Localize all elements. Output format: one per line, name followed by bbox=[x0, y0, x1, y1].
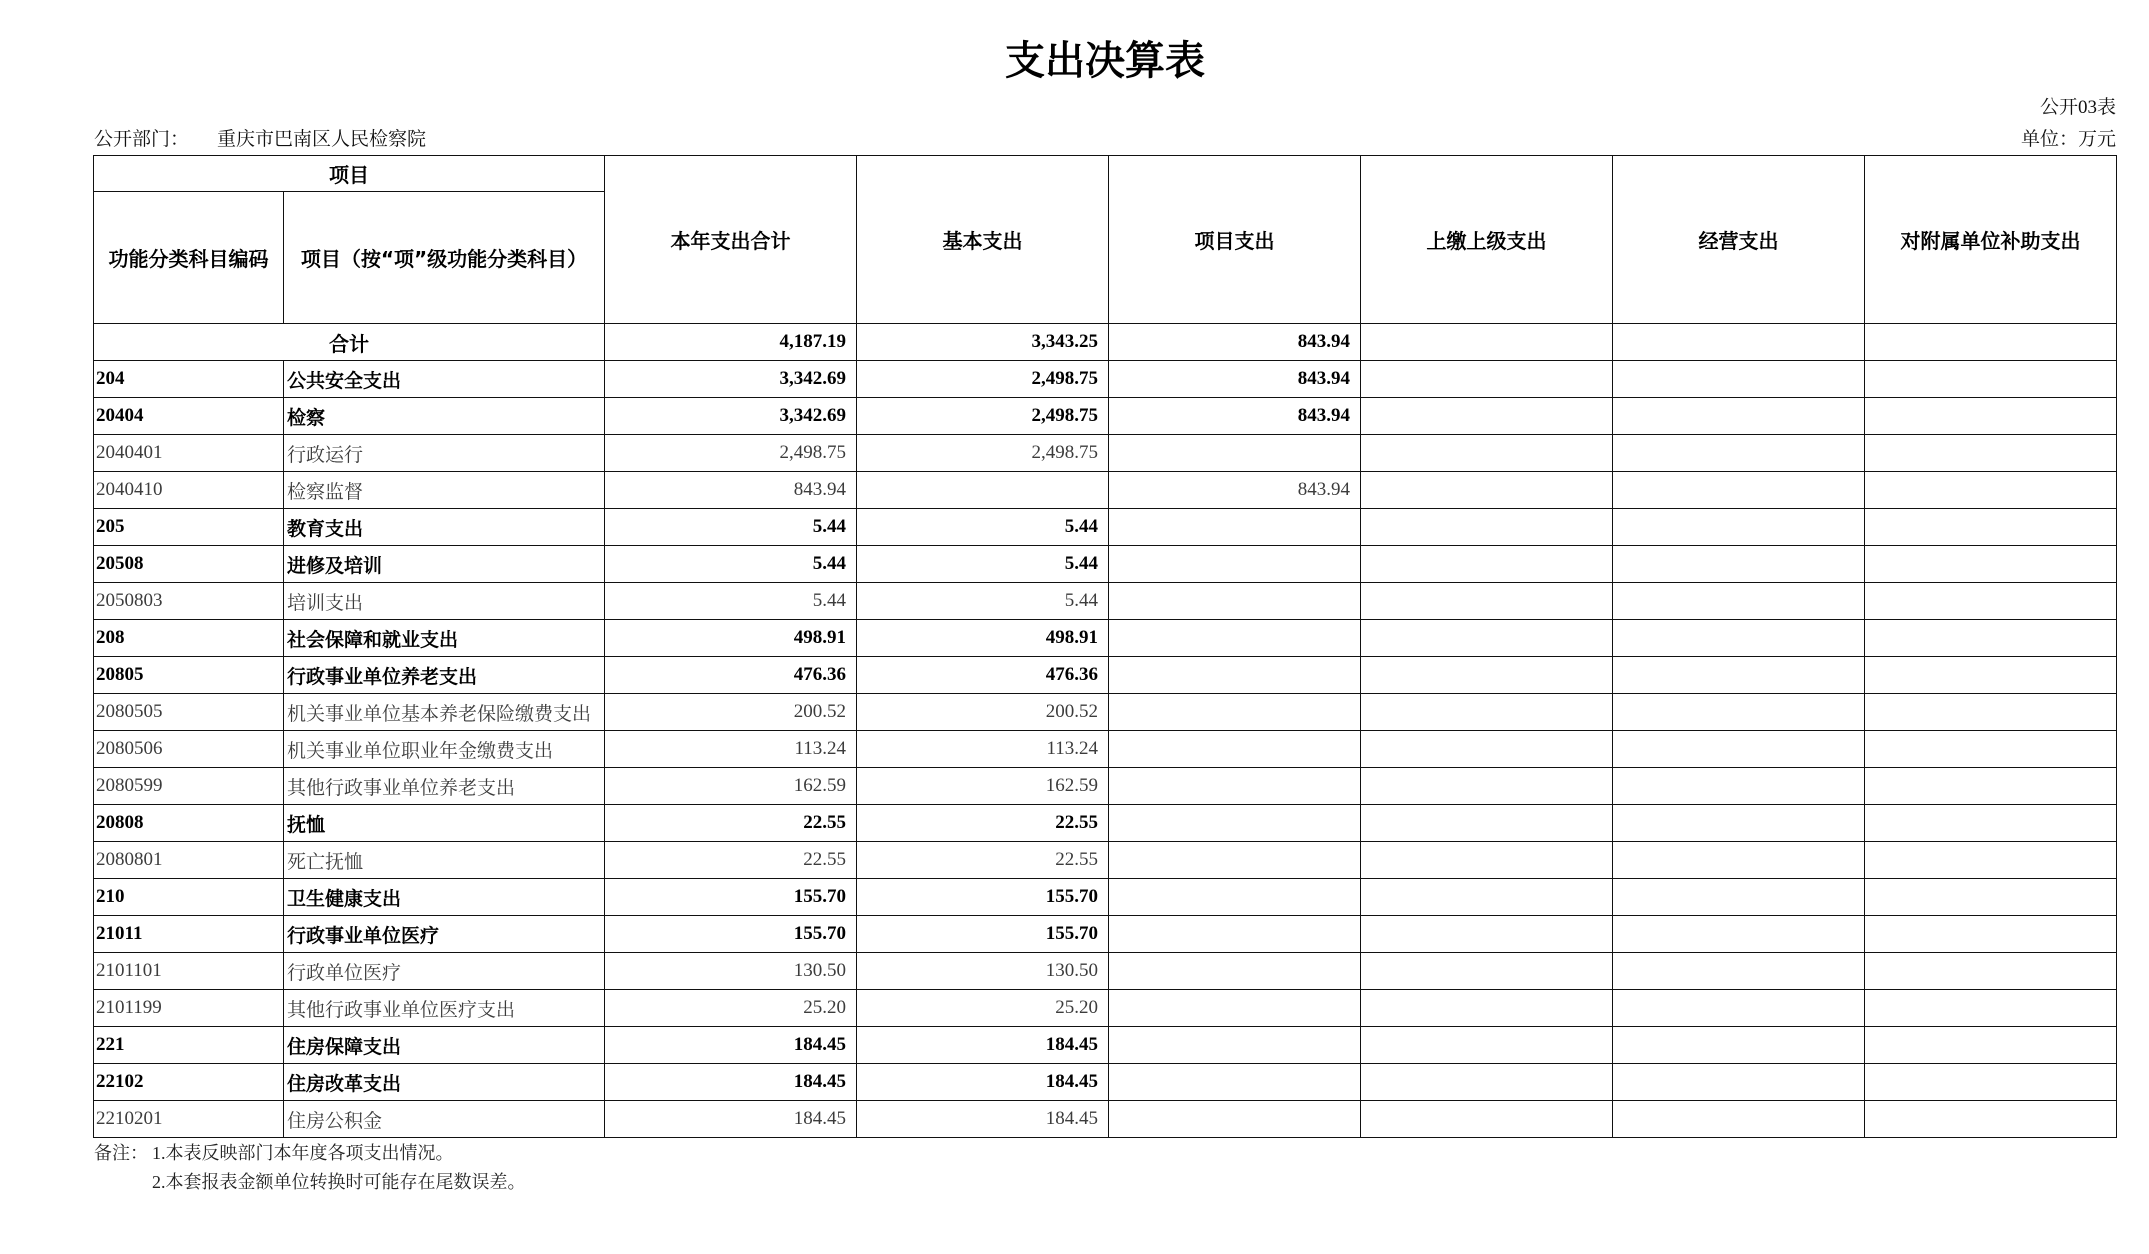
department-label: 公开部门： bbox=[94, 129, 190, 150]
project-expenditure-cell bbox=[1109, 546, 1361, 583]
operating-expenditure-cell bbox=[1613, 472, 1865, 509]
basic-expenditure-cell: 22.55 bbox=[857, 842, 1109, 879]
subsidiary-subsidy-cell bbox=[1865, 509, 2117, 546]
operating-expenditure-cell bbox=[1613, 694, 1865, 731]
operating-expenditure-cell bbox=[1613, 879, 1865, 916]
operating-expenditure-cell bbox=[1613, 324, 1865, 361]
remit-superior-cell bbox=[1361, 953, 1613, 990]
unit-label: 单位：万元 bbox=[2020, 129, 2116, 150]
basic-expenditure-cell: 2,498.75 bbox=[857, 398, 1109, 435]
code-cell: 205 bbox=[94, 509, 284, 546]
project-expenditure-cell bbox=[1109, 583, 1361, 620]
table-row bbox=[94, 990, 2117, 1027]
remit-superior-cell bbox=[1361, 583, 1613, 620]
remit-superior-cell bbox=[1361, 435, 1613, 472]
code-cell: 2080506 bbox=[94, 731, 284, 768]
remit-superior-cell bbox=[1361, 546, 1613, 583]
project-expenditure-cell: 843.94 bbox=[1109, 398, 1361, 435]
subsidiary-subsidy-cell bbox=[1865, 1064, 2117, 1101]
table-row bbox=[94, 916, 2117, 953]
subsidiary-subsidy-cell bbox=[1865, 1101, 2117, 1138]
operating-expenditure-cell bbox=[1613, 842, 1865, 879]
name-cell: 行政事业单位养老支出 bbox=[284, 657, 605, 694]
subsidiary-subsidy-cell bbox=[1865, 842, 2117, 879]
remit-superior-cell bbox=[1361, 472, 1613, 509]
basic-expenditure-cell: 184.45 bbox=[857, 1101, 1109, 1138]
basic-expenditure-cell: 498.91 bbox=[857, 620, 1109, 657]
total-expenditure-cell: 155.70 bbox=[605, 916, 857, 953]
code-cell: 2050803 bbox=[94, 583, 284, 620]
total-expenditure-cell: 843.94 bbox=[605, 472, 857, 509]
table-row bbox=[94, 953, 2117, 990]
note-item: 1.本表反映部门本年度各项支出情况。 bbox=[152, 1143, 454, 1163]
project-expenditure-cell bbox=[1109, 953, 1361, 990]
table-row bbox=[94, 435, 2117, 472]
total-expenditure-cell: 130.50 bbox=[605, 953, 857, 990]
operating-expenditure-cell bbox=[1613, 953, 1865, 990]
remit-superior-cell bbox=[1361, 1064, 1613, 1101]
code-cell: 2210201 bbox=[94, 1101, 284, 1138]
total-expenditure-cell: 5.44 bbox=[605, 509, 857, 546]
header-name: 项目（按“项”级功能分类科目） bbox=[284, 192, 605, 324]
remit-superior-cell bbox=[1361, 620, 1613, 657]
page-title: 支出决算表 bbox=[1005, 38, 1205, 84]
subsidiary-subsidy-cell bbox=[1865, 398, 2117, 435]
total-expenditure-cell: 476.36 bbox=[605, 657, 857, 694]
total-expenditure-cell: 155.70 bbox=[605, 879, 857, 916]
subsidiary-subsidy-cell bbox=[1865, 657, 2117, 694]
total-expenditure-cell: 5.44 bbox=[605, 583, 857, 620]
table-row bbox=[94, 1101, 2117, 1138]
code-cell: 20805 bbox=[94, 657, 284, 694]
name-cell: 公共安全支出 bbox=[284, 361, 605, 398]
basic-expenditure-cell: 155.70 bbox=[857, 916, 1109, 953]
operating-expenditure-cell bbox=[1613, 435, 1865, 472]
basic-expenditure-cell: 113.24 bbox=[857, 731, 1109, 768]
operating-expenditure-cell bbox=[1613, 805, 1865, 842]
operating-expenditure-cell bbox=[1613, 509, 1865, 546]
total-expenditure-cell: 22.55 bbox=[605, 842, 857, 879]
name-cell: 住房保障支出 bbox=[284, 1027, 605, 1064]
table-row bbox=[94, 1027, 2117, 1064]
form-code-label: 公开03表 bbox=[2039, 97, 2116, 118]
remit-superior-cell bbox=[1361, 842, 1613, 879]
operating-expenditure-cell bbox=[1613, 990, 1865, 1027]
basic-expenditure-cell: 130.50 bbox=[857, 953, 1109, 990]
remit-superior-cell bbox=[1361, 398, 1613, 435]
table-row bbox=[94, 546, 2117, 583]
name-cell: 其他行政事业单位医疗支出 bbox=[284, 990, 605, 1027]
operating-expenditure-cell bbox=[1613, 1027, 1865, 1064]
subsidiary-subsidy-cell bbox=[1865, 324, 2117, 361]
name-cell: 其他行政事业单位养老支出 bbox=[284, 768, 605, 805]
table-row bbox=[94, 583, 2117, 620]
remit-superior-cell bbox=[1361, 509, 1613, 546]
project-expenditure-cell bbox=[1109, 731, 1361, 768]
table-row bbox=[94, 805, 2117, 842]
operating-expenditure-cell bbox=[1613, 916, 1865, 953]
remit-superior-cell bbox=[1361, 694, 1613, 731]
remit-superior-cell bbox=[1361, 361, 1613, 398]
subsidiary-subsidy-cell bbox=[1865, 1027, 2117, 1064]
header-subsidiary-subsidy: 对附属单位补助支出 bbox=[1865, 156, 2117, 324]
table-row bbox=[94, 509, 2117, 546]
total-expenditure-cell: 3,342.69 bbox=[605, 398, 857, 435]
remit-superior-cell bbox=[1361, 990, 1613, 1027]
table-row bbox=[94, 1064, 2117, 1101]
header-operating-expenditure: 经营支出 bbox=[1613, 156, 1865, 324]
remit-superior-cell bbox=[1361, 1101, 1613, 1138]
code-cell: 221 bbox=[94, 1027, 284, 1064]
total-expenditure-cell: 2,498.75 bbox=[605, 435, 857, 472]
total-expenditure-cell: 113.24 bbox=[605, 731, 857, 768]
operating-expenditure-cell bbox=[1613, 657, 1865, 694]
name-cell: 机关事业单位职业年金缴费支出 bbox=[284, 731, 605, 768]
name-cell: 培训支出 bbox=[284, 583, 605, 620]
expenditure-table bbox=[93, 155, 2117, 1138]
code-cell: 20508 bbox=[94, 546, 284, 583]
total-expenditure-cell: 3,342.69 bbox=[605, 361, 857, 398]
table-row bbox=[94, 398, 2117, 435]
subsidiary-subsidy-cell bbox=[1865, 361, 2117, 398]
remit-superior-cell bbox=[1361, 731, 1613, 768]
remit-superior-cell bbox=[1361, 916, 1613, 953]
total-expenditure-cell: 162.59 bbox=[605, 768, 857, 805]
table-row bbox=[94, 694, 2117, 731]
name-cell: 死亡抚恤 bbox=[284, 842, 605, 879]
project-expenditure-cell bbox=[1109, 916, 1361, 953]
basic-expenditure-cell bbox=[857, 472, 1109, 509]
table-row bbox=[94, 768, 2117, 805]
subsidiary-subsidy-cell bbox=[1865, 472, 2117, 509]
name-cell: 社会保障和就业支出 bbox=[284, 620, 605, 657]
basic-expenditure-cell: 25.20 bbox=[857, 990, 1109, 1027]
project-expenditure-cell bbox=[1109, 1101, 1361, 1138]
operating-expenditure-cell bbox=[1613, 583, 1865, 620]
operating-expenditure-cell bbox=[1613, 546, 1865, 583]
basic-expenditure-cell: 476.36 bbox=[857, 657, 1109, 694]
project-expenditure-cell: 843.94 bbox=[1109, 472, 1361, 509]
operating-expenditure-cell bbox=[1613, 361, 1865, 398]
basic-expenditure-cell: 200.52 bbox=[857, 694, 1109, 731]
operating-expenditure-cell bbox=[1613, 620, 1865, 657]
total-expenditure-cell: 200.52 bbox=[605, 694, 857, 731]
header-row bbox=[94, 156, 2117, 192]
department-row bbox=[94, 127, 2116, 153]
name-cell: 卫生健康支出 bbox=[284, 879, 605, 916]
operating-expenditure-cell bbox=[1613, 1101, 1865, 1138]
project-expenditure-cell bbox=[1109, 435, 1361, 472]
project-expenditure-cell bbox=[1109, 768, 1361, 805]
header-project-expenditure: 项目支出 bbox=[1109, 156, 1361, 324]
department-name: 重庆市巴南区人民检察院 bbox=[217, 129, 427, 150]
code-cell: 2040401 bbox=[94, 435, 284, 472]
subsidiary-subsidy-cell bbox=[1865, 583, 2117, 620]
project-expenditure-cell bbox=[1109, 805, 1361, 842]
header-basic-expenditure: 基本支出 bbox=[857, 156, 1109, 324]
remit-superior-cell bbox=[1361, 879, 1613, 916]
remit-superior-cell bbox=[1361, 1027, 1613, 1064]
basic-expenditure-cell: 5.44 bbox=[857, 546, 1109, 583]
total-expenditure-cell: 25.20 bbox=[605, 990, 857, 1027]
subsidiary-subsidy-cell bbox=[1865, 879, 2117, 916]
project-expenditure-cell bbox=[1109, 694, 1361, 731]
total-expenditure-cell: 4,187.19 bbox=[605, 324, 857, 361]
basic-expenditure-cell: 5.44 bbox=[857, 583, 1109, 620]
basic-expenditure-cell: 155.70 bbox=[857, 879, 1109, 916]
header-remit-superior: 上缴上级支出 bbox=[1361, 156, 1613, 324]
subsidiary-subsidy-cell bbox=[1865, 990, 2117, 1027]
total-row bbox=[94, 324, 2117, 361]
basic-expenditure-cell: 22.55 bbox=[857, 805, 1109, 842]
project-expenditure-cell bbox=[1109, 1027, 1361, 1064]
subsidiary-subsidy-cell bbox=[1865, 731, 2117, 768]
table-row bbox=[94, 879, 2117, 916]
subsidiary-subsidy-cell bbox=[1865, 620, 2117, 657]
remit-superior-cell bbox=[1361, 805, 1613, 842]
project-expenditure-cell: 843.94 bbox=[1109, 361, 1361, 398]
remit-superior-cell bbox=[1361, 768, 1613, 805]
table-row bbox=[94, 842, 2117, 879]
remit-superior-cell bbox=[1361, 324, 1613, 361]
code-cell: 2080801 bbox=[94, 842, 284, 879]
name-cell: 行政单位医疗 bbox=[284, 953, 605, 990]
name-cell: 行政事业单位医疗 bbox=[284, 916, 605, 953]
table-row bbox=[94, 657, 2117, 694]
total-label-cell: 合计 bbox=[94, 324, 605, 361]
subsidiary-subsidy-cell bbox=[1865, 916, 2117, 953]
code-cell: 2101199 bbox=[94, 990, 284, 1027]
name-cell: 住房改革支出 bbox=[284, 1064, 605, 1101]
operating-expenditure-cell bbox=[1613, 398, 1865, 435]
name-cell: 住房公积金 bbox=[284, 1101, 605, 1138]
project-expenditure-cell bbox=[1109, 657, 1361, 694]
total-expenditure-cell: 184.45 bbox=[605, 1027, 857, 1064]
subsidiary-subsidy-cell bbox=[1865, 435, 2117, 472]
total-expenditure-cell: 498.91 bbox=[605, 620, 857, 657]
name-cell: 检察 bbox=[284, 398, 605, 435]
project-expenditure-cell bbox=[1109, 620, 1361, 657]
notes-list bbox=[152, 1139, 1294, 1197]
code-cell: 2040410 bbox=[94, 472, 284, 509]
project-expenditure-cell bbox=[1109, 879, 1361, 916]
project-expenditure-cell: 843.94 bbox=[1109, 324, 1361, 361]
code-cell: 2101101 bbox=[94, 953, 284, 990]
basic-expenditure-cell: 184.45 bbox=[857, 1027, 1109, 1064]
project-expenditure-cell bbox=[1109, 509, 1361, 546]
total-expenditure-cell: 184.45 bbox=[605, 1101, 857, 1138]
project-expenditure-cell bbox=[1109, 842, 1361, 879]
code-cell: 22102 bbox=[94, 1064, 284, 1101]
code-cell: 2080599 bbox=[94, 768, 284, 805]
table-row bbox=[94, 731, 2117, 768]
table-row bbox=[94, 361, 2117, 398]
header-total-expenditure: 本年支出合计 bbox=[605, 156, 857, 324]
table-row bbox=[94, 620, 2117, 657]
notes bbox=[94, 1139, 1294, 1197]
code-cell: 210 bbox=[94, 879, 284, 916]
header-group-project: 项目 bbox=[94, 156, 605, 192]
code-cell: 2080505 bbox=[94, 694, 284, 731]
project-expenditure-cell bbox=[1109, 990, 1361, 1027]
name-cell: 教育支出 bbox=[284, 509, 605, 546]
subsidiary-subsidy-cell bbox=[1865, 768, 2117, 805]
name-cell: 机关事业单位基本养老保险缴费支出 bbox=[284, 694, 605, 731]
basic-expenditure-cell: 184.45 bbox=[857, 1064, 1109, 1101]
basic-expenditure-cell: 2,498.75 bbox=[857, 435, 1109, 472]
total-expenditure-cell: 184.45 bbox=[605, 1064, 857, 1101]
basic-expenditure-cell: 5.44 bbox=[857, 509, 1109, 546]
subsidiary-subsidy-cell bbox=[1865, 805, 2117, 842]
code-cell: 21011 bbox=[94, 916, 284, 953]
subsidiary-subsidy-cell bbox=[1865, 953, 2117, 990]
header-code: 功能分类科目编码 bbox=[94, 192, 284, 324]
name-cell: 检察监督 bbox=[284, 472, 605, 509]
basic-expenditure-cell: 2,498.75 bbox=[857, 361, 1109, 398]
name-cell: 抚恤 bbox=[284, 805, 605, 842]
table-row bbox=[94, 472, 2117, 509]
subsidiary-subsidy-cell bbox=[1865, 694, 2117, 731]
total-expenditure-cell: 5.44 bbox=[605, 546, 857, 583]
notes-label: 备注： bbox=[94, 1143, 148, 1163]
name-cell: 行政运行 bbox=[284, 435, 605, 472]
remit-superior-cell bbox=[1361, 657, 1613, 694]
note-item: 2.本套报表金额单位转换时可能存在尾数误差。 bbox=[152, 1172, 526, 1192]
basic-expenditure-cell: 162.59 bbox=[857, 768, 1109, 805]
code-cell: 204 bbox=[94, 361, 284, 398]
code-cell: 208 bbox=[94, 620, 284, 657]
code-cell: 20808 bbox=[94, 805, 284, 842]
name-cell: 进修及培训 bbox=[284, 546, 605, 583]
basic-expenditure-cell: 3,343.25 bbox=[857, 324, 1109, 361]
operating-expenditure-cell bbox=[1613, 768, 1865, 805]
project-expenditure-cell bbox=[1109, 1064, 1361, 1101]
operating-expenditure-cell bbox=[1613, 731, 1865, 768]
total-expenditure-cell: 22.55 bbox=[605, 805, 857, 842]
code-cell: 20404 bbox=[94, 398, 284, 435]
operating-expenditure-cell bbox=[1613, 1064, 1865, 1101]
subsidiary-subsidy-cell bbox=[1865, 546, 2117, 583]
